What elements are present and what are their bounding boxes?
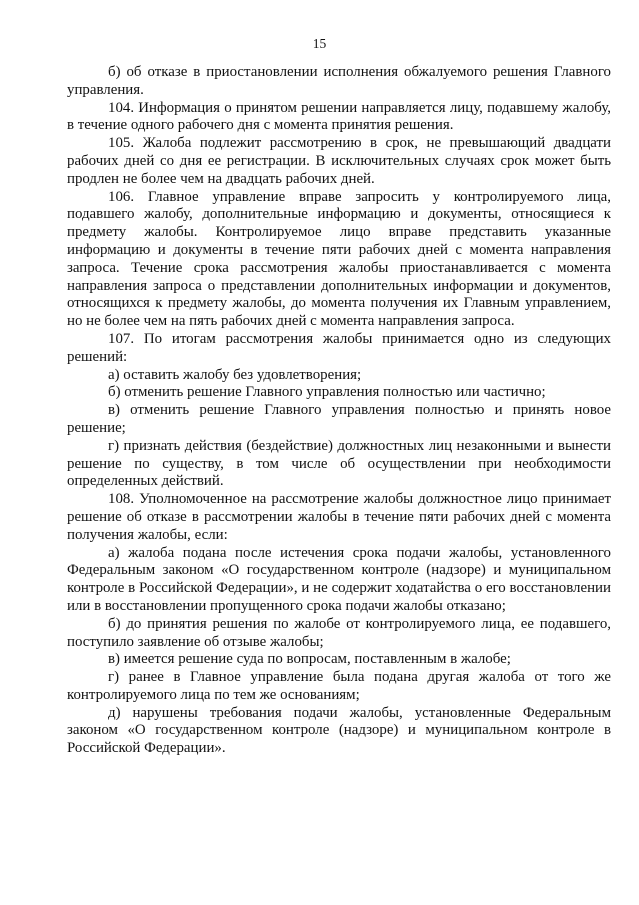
paragraph-104: 104. Информация о принятом решении направляется лицу, подавшему жалобу, в течение одного рабочего дня с момента принятия решения.: [67, 99, 611, 134]
document-body: [67, 64, 611, 758]
paragraph-108-a: а) жалоба подана после истечения срока подачи жалобы, установленного Федеральным законом «О государственном контроле (надзоре) и муниципальном контроле в Российской Федерации», и не содержит ходатайства о его восстановлении или в восстановлении пропущенного срока подачи жалобы отказано;: [67, 544, 611, 614]
paragraph-107-a: а) оставить жалобу без удовлетворения;: [108, 366, 362, 383]
paragraph-106: 106. Главное управление вправе запросить у контролируемого лица, подавшего жалобу, дополнительные информацию и документы, относящиеся к предмету жалобы. Контролируемое лицо вправе представить указанные информацию и документы в течение пяти рабочих дней с момента направления запроса. Течение срока рассмотрения жалобы приостанавливается с момента направления запроса о представлении дополнительных информации и документов, относящихся к предмету жалобы, до момента получения их Главным управлением, но не более чем на пять рабочих дней с момента направления запроса.: [67, 188, 611, 330]
paragraph-108: 108. Уполномоченное на рассмотрение жалобы должностное лицо принимает решение об отказе в рассмотрении жалобы в течение пяти рабочих дней с момента получения жалобы, если:: [67, 491, 611, 543]
paragraph-105: 105. Жалоба подлежит рассмотрению в срок, не превышающий двадцати рабочих дней со дня ее регистрации. В исключительных случаях срок может быть продлен не более чем на двадцать рабочих дней.: [67, 135, 611, 187]
paragraph-103-b: б) об отказе в приостановлении исполнения обжалуемого решения Главного управления.: [67, 64, 611, 98]
paragraph-108-g: г) ранее в Главное управление была подана другая жалоба от того же контролируемого лица по тем же основаниям;: [67, 669, 611, 703]
page-number: 15: [312, 36, 327, 51]
paragraph-107: 107. По итогам рассмотрения жалобы принимается одно из следующих решений:: [67, 330, 611, 365]
paragraph-107-g: г) признать действия (бездействие) должностных лиц незаконными и вынести решение по существу, в том числе об осуществлении при необходимости определенных действий.: [67, 437, 611, 490]
paragraph-108-d: д) нарушены требования подачи жалобы, установленные Федеральным законом «О государственном контроле (надзоре) и муниципальном контроле в Российской Федерации».: [67, 704, 611, 757]
paragraph-108-b: б) до принятия решения по жалобе от контролируемого лица, ее подавшего, поступило заявление об отзыве жалобы;: [67, 615, 611, 650]
paragraph-107-b: б) отменить решение Главного управления полностью или частично;: [108, 384, 546, 401]
paragraph-107-v: в) отменить решение Главного управления полностью и принять новое решение;: [67, 402, 611, 436]
paragraph-108-v: в) имеется решение суда по вопросам, поставленным в жалобе;: [108, 651, 511, 668]
